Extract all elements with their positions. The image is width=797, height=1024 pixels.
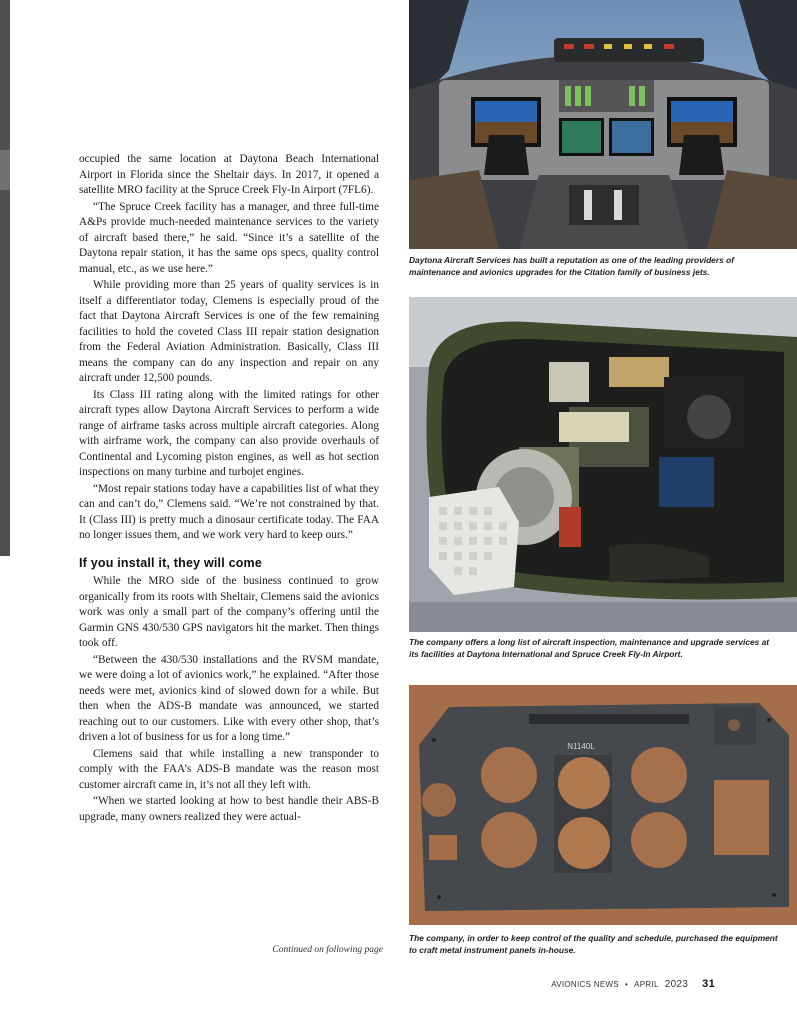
article-paragraph: Clemens said that while installing a new transponder to comply with the FAA’s ADS-B mandate was the reason most customer aircraft came in, it’s not all they left with. — [79, 747, 379, 791]
left-edge-photo-strip — [0, 0, 10, 556]
magazine-name: AVIONICS NEWS — [551, 980, 619, 989]
nose-bay-caption: The company offers a long list of aircraft inspection, maintenance and upgrade services at its facilities at Daytona International and Spruce Creek Fly-In Airport. — [409, 637, 770, 659]
nose-bay-photo — [409, 297, 797, 632]
article-paragraph: While providing more than 25 years of quality services is in itself a differentiator today, Clemens is especially proud of the fact that Daytona Aircraft Services is one of the few remaining facilities to hold the coveted Class III repair station designation from the Federal Aviation Administration. Basically, Class III means the company can do any inspection and repair on any aircraft under 12,500 pounds. — [79, 279, 379, 384]
article-paragraph: Its Class III rating along with the limited ratings for other aircraft types allow Daytona Aircraft Services to perform a wide range of airframe tasks across multiple aircraft categories. Along with airframe work, the company can also provide overhauls of Continental and Lycoming piston engines, as well as hot section inspections on many turbine and turbojet engines. — [79, 388, 379, 478]
cockpit-caption: Daytona Aircraft Services has built a reputation as one of the leading providers of maintenance and avionics upgrades for the Citation family of business jets. — [409, 255, 734, 277]
continued-note: Continued on following page — [272, 945, 383, 955]
article-paragraph: “Most repair stations today have a capabilities list of what they can and can’t do,” Clemens said. “We’re not constrained by that. It (Class III) is pretty much a dinosaur certificate today. The FAA no longer issues them, and we work very hard to keep ours.” — [79, 482, 379, 541]
page-number: 31 — [702, 978, 715, 990]
issue-year: 2023 — [664, 979, 689, 990]
issue-month: APRIL — [634, 980, 659, 989]
instrument-panel-photo — [409, 685, 797, 925]
article-paragraph: “When we started looking at how to best handle their ABS-B upgrade, many owners realized they were actual- — [79, 795, 379, 823]
footer-bullet: • — [624, 980, 629, 989]
page-footer — [551, 978, 715, 990]
panel-caption: The company, in order to keep control of the quality and schedule, purchased the equipment to craft metal instrument panels in-house. — [409, 933, 778, 955]
section-subhead: If you install it, they will come — [79, 555, 263, 570]
article-paragraph: occupied the same location at Daytona Beach International Airport in Florida since the Sheltair days. In 2017, it opened a satellite MRO facility at the Spruce Creek Fly-In Airport (7FL6). — [79, 153, 379, 196]
cockpit-photo — [409, 0, 797, 249]
panel-label: N1140L — [567, 742, 595, 751]
article-paragraph: “Between the 430/530 installations and the RVSM mandate, we were doing a lot of avionics work,” he explained. “After those needs were met, avionics kind of slowed down for a while. But then when the ADS-B mandate was announced, we started reaching out to our customers. Like with every other shop, that’s driven a lot of business for us for a long time.” — [79, 653, 379, 743]
article-body — [79, 152, 379, 826]
article-paragraph: “The Spruce Creek facility has a manager, and three full-time A&Ps provide much-needed maintenance services to the variety of aircraft based there,” he said. “Since it’s a satellite of the Daytona repair station, it has the same ops specs, quality control manual, etc., as we use here.” — [79, 200, 379, 275]
article-paragraph: While the MRO side of the business continued to grow organically from its roots with Sheltair, Clemens said the avionics work was only a small part of the company’s offering until the Garmin GNS 430/530 GPS navigators hit the market. Then things took off. — [79, 575, 379, 649]
